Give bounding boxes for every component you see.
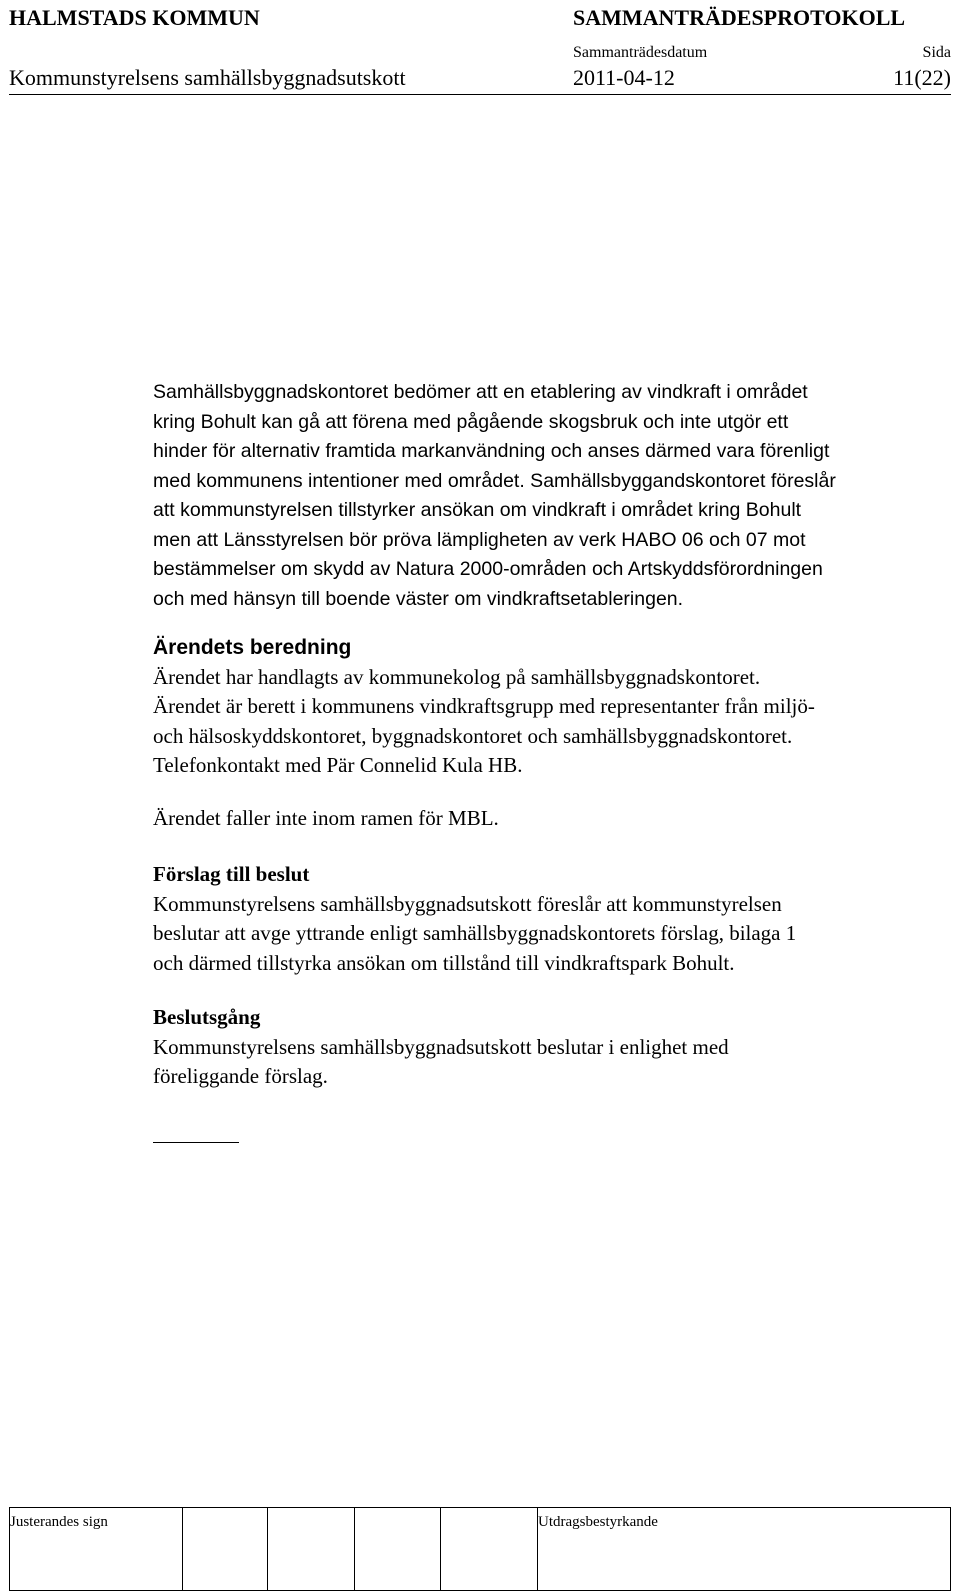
paragraph-line: Ärendet har handlagts av kommunekolog på samhällsbyggnadskontoret. [153,664,761,689]
meeting-date-label: Sammanträdesdatum [573,44,708,61]
paragraph-line: men att Länsstyrelsen bör pröva lämpligheten av verk HABO 06 och 07 mot [153,528,806,551]
signature-cell [10,1508,183,1590]
beredning-section [153,633,953,781]
signature-cell [268,1508,355,1590]
signature-label: Justerandes sign [10,1514,108,1530]
signature-cell [183,1508,268,1590]
mbl-note: Ärendet faller inte inom ramen för MBL. [153,806,499,830]
paragraph-line: Samhällsbyggnadskontoret bedömer att en etablering av vindkraft i området [153,381,808,403]
end-of-section-rule [153,1142,239,1143]
intro-paragraph [153,378,953,614]
beslutsgang-heading: Beslutsgång [153,1005,261,1029]
paragraph-line: att kommunstyrelsen tillstyrker ansökan om vindkraft i området kring Bohult [153,499,802,521]
header-divider [9,94,951,95]
beredning-heading: Ärendets beredning [153,636,352,659]
beslutsgang-section [153,1003,953,1092]
extract-cell [538,1508,950,1590]
mbl-note-section [153,804,953,834]
paragraph-line: föreliggande förslag. [153,1064,328,1088]
page-label: Sida [922,44,951,61]
paragraph-line: och hälsoskyddskontoret, byggnadskontoret och samhällsbyggnadskontoret. [153,723,793,748]
paragraph-line: och därmed tillstyrka ansökan om tillstånd till vindkraftspark Bohult. [153,950,735,975]
forslag-heading: Förslag till beslut [153,862,310,886]
paragraph-line: Kommunstyrelsens samhällsbyggnadsutskott beslutar i enlighet med [153,1034,729,1059]
document-type: SAMMANTRÄDESPROTOKOLL [573,5,906,30]
signature-table [9,1507,951,1591]
paragraph-line: beslutar att avge yttrande enligt samhällsbyggnadskontorets förslag, bilaga 1 [153,921,797,945]
paragraph-line: Telefonkontakt med Pär Connelid Kula HB. [153,753,523,777]
extract-label: Utdragsbestyrkande [538,1514,658,1530]
paragraph-line: och med hänsyn till boende väster om vindkraftsetableringen. [153,587,684,610]
paragraph-line: hinder för alternativ framtida markanvändning och anses därmed vara förenligt [153,440,830,462]
paragraph-line: kring Bohult kan gå att förena med pågående skogsbruk och inte utgör ett [153,410,789,433]
signature-cell [441,1508,538,1590]
committee-name: Kommunstyrelsens samhällsbyggnadsutskott [9,65,406,90]
signature-cell [355,1508,441,1590]
page-number: 11(22) [893,65,951,90]
forslag-section [153,860,953,978]
paragraph-line: Ärendet är berett i kommunens vindkraftsgrupp med representanter från miljö- [153,694,815,718]
paragraph-line: Kommunstyrelsens samhällsbyggnadsutskott föreslår att kommunstyrelsen [153,891,782,916]
paragraph-line: med kommunens intentioner med området. Samhällsbyggandskontoret föreslår [153,469,836,492]
meeting-date: 2011-04-12 [573,65,675,90]
organization-name: HALMSTADS KOMMUN [9,5,260,30]
paragraph-line: bestämmelser om skydd av Natura 2000-områden och Artskyddsförordningen [153,558,823,580]
